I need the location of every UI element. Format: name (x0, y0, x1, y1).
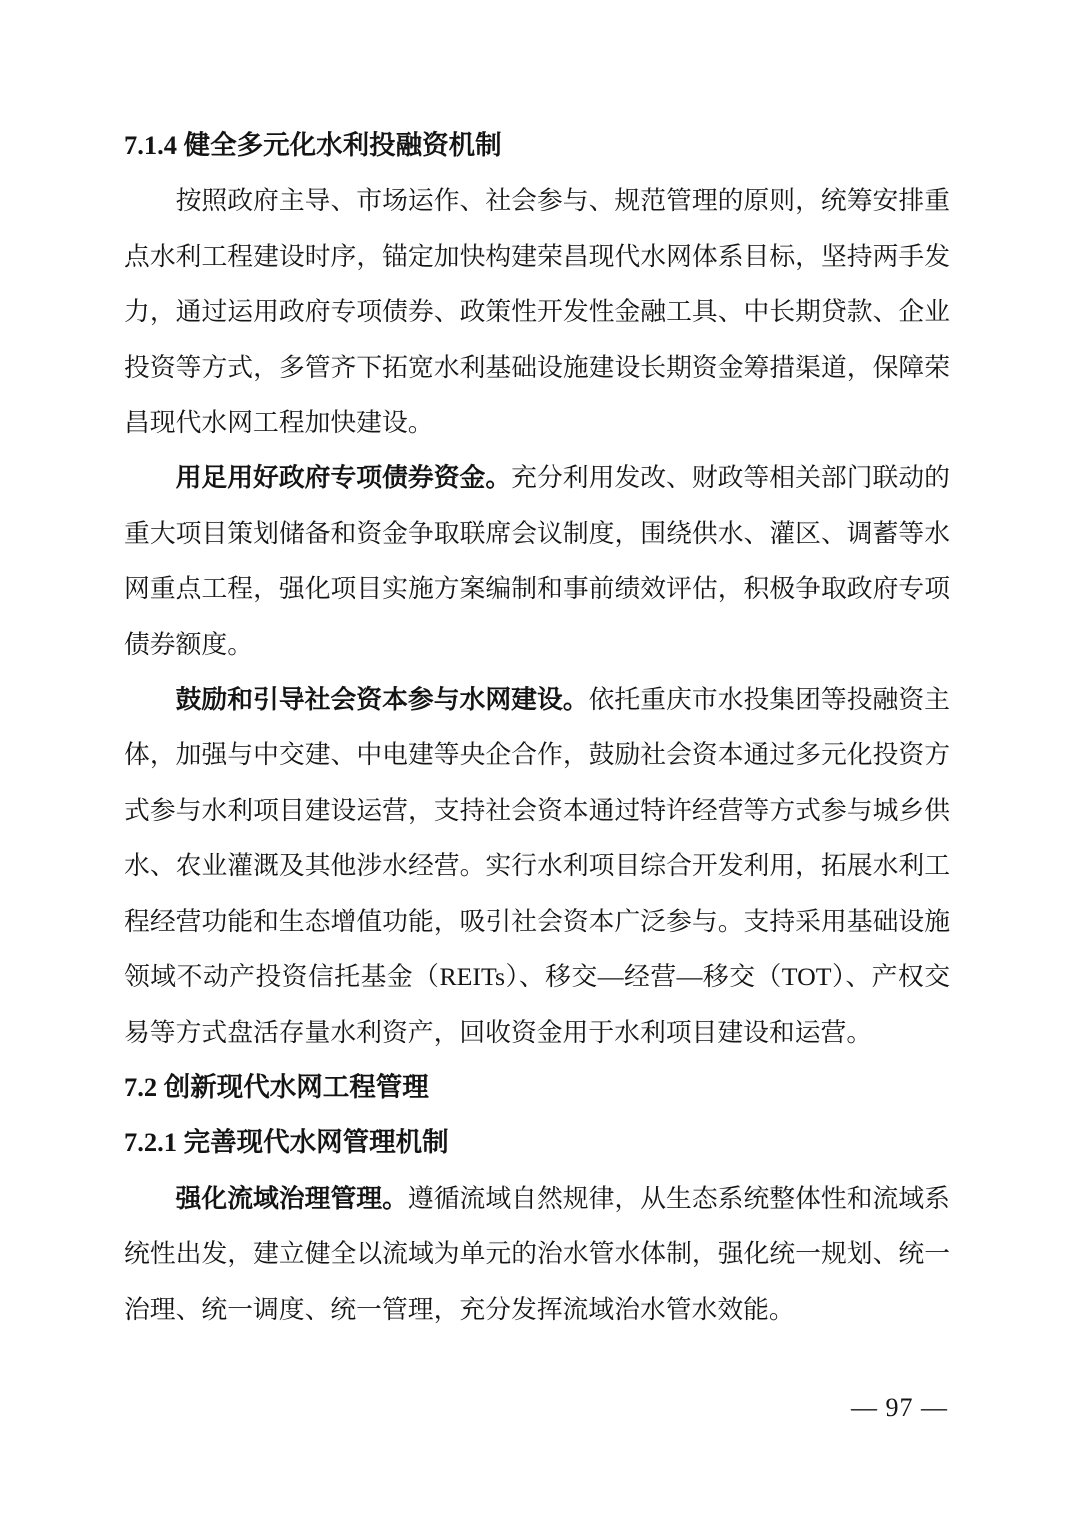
paragraph-special-bonds (124, 450, 950, 672)
paragraph-basin-governance-lead: 强化流域治理管理。 (175, 1183, 408, 1213)
paragraph-overview (124, 173, 950, 450)
paragraph-social-capital-lead: 鼓励和引导社会资本参与水网建设。 (175, 685, 589, 715)
paragraph-special-bonds-lead: 用足用好政府专项债券资金。 (175, 463, 512, 493)
paragraph-overview-text: 按照政府主导、市场运作、社会参与、规范管理的原则，统筹安排重点水利工程建设时序，锚定加快构建荣昌现代水网体系目标，坚持两手发力，通过运用政府专项债券、政策性开发性金融工具、中长期贷款、企业投资等方式，多管齐下拓宽水利基础设施建设长期资金筹措渠道，保障荣昌现代水网工程加快建设。 (124, 186, 950, 438)
page-number: — 97 — (851, 1393, 948, 1422)
paragraph-social-capital (124, 672, 950, 1060)
section-heading-7-2: 7.2 创新现代水网工程管理 (124, 1071, 429, 1102)
section-heading-7-2-1: 7.2.1 完善现代水网管理机制 (124, 1127, 449, 1158)
paragraph-special-bonds-text: 充分利用发改、财政等相关部门联动的重大项目策划储备和资金争取联席会议制度，围绕供水、灌区、调蓄等水网重点工程，强化项目实施方案编制和事前绩效评估，积极争取政府专项债券额度。 (124, 463, 950, 659)
paragraph-basin-governance-text: 遵循流域自然规律，从生态系统整体性和流域系统性出发，建立健全以流域为单元的治水管水体制，强化统一规划、统一治理、统一调度、统一管理，充分发挥流域治水管水效能。 (124, 1183, 950, 1324)
paragraph-basin-governance (124, 1171, 950, 1337)
section-heading-7-1-4: 7.1.4 健全多元化水利投融资机制 (124, 130, 502, 160)
paragraph-social-capital-text: 依托重庆市水投集团等投融资主体，加强与中交建、中电建等央企合作，鼓励社会资本通过多元化投资方式参与水利项目建设运营，支持社会资本通过特许经营等方式参与城乡供水、农业灌溉及其他涉水经营。实行水利项目综合开发利用，拓展水利工程经营功能和生态增值功能，吸引社会资本广泛参与。支持采用基础设施领域不动产投资信托基金（REITs）、移交—经营—移交（TOT）、产权交易等方式盘活存量水利资产，回收资金用于水利项目建设和运营。 (124, 685, 950, 1047)
